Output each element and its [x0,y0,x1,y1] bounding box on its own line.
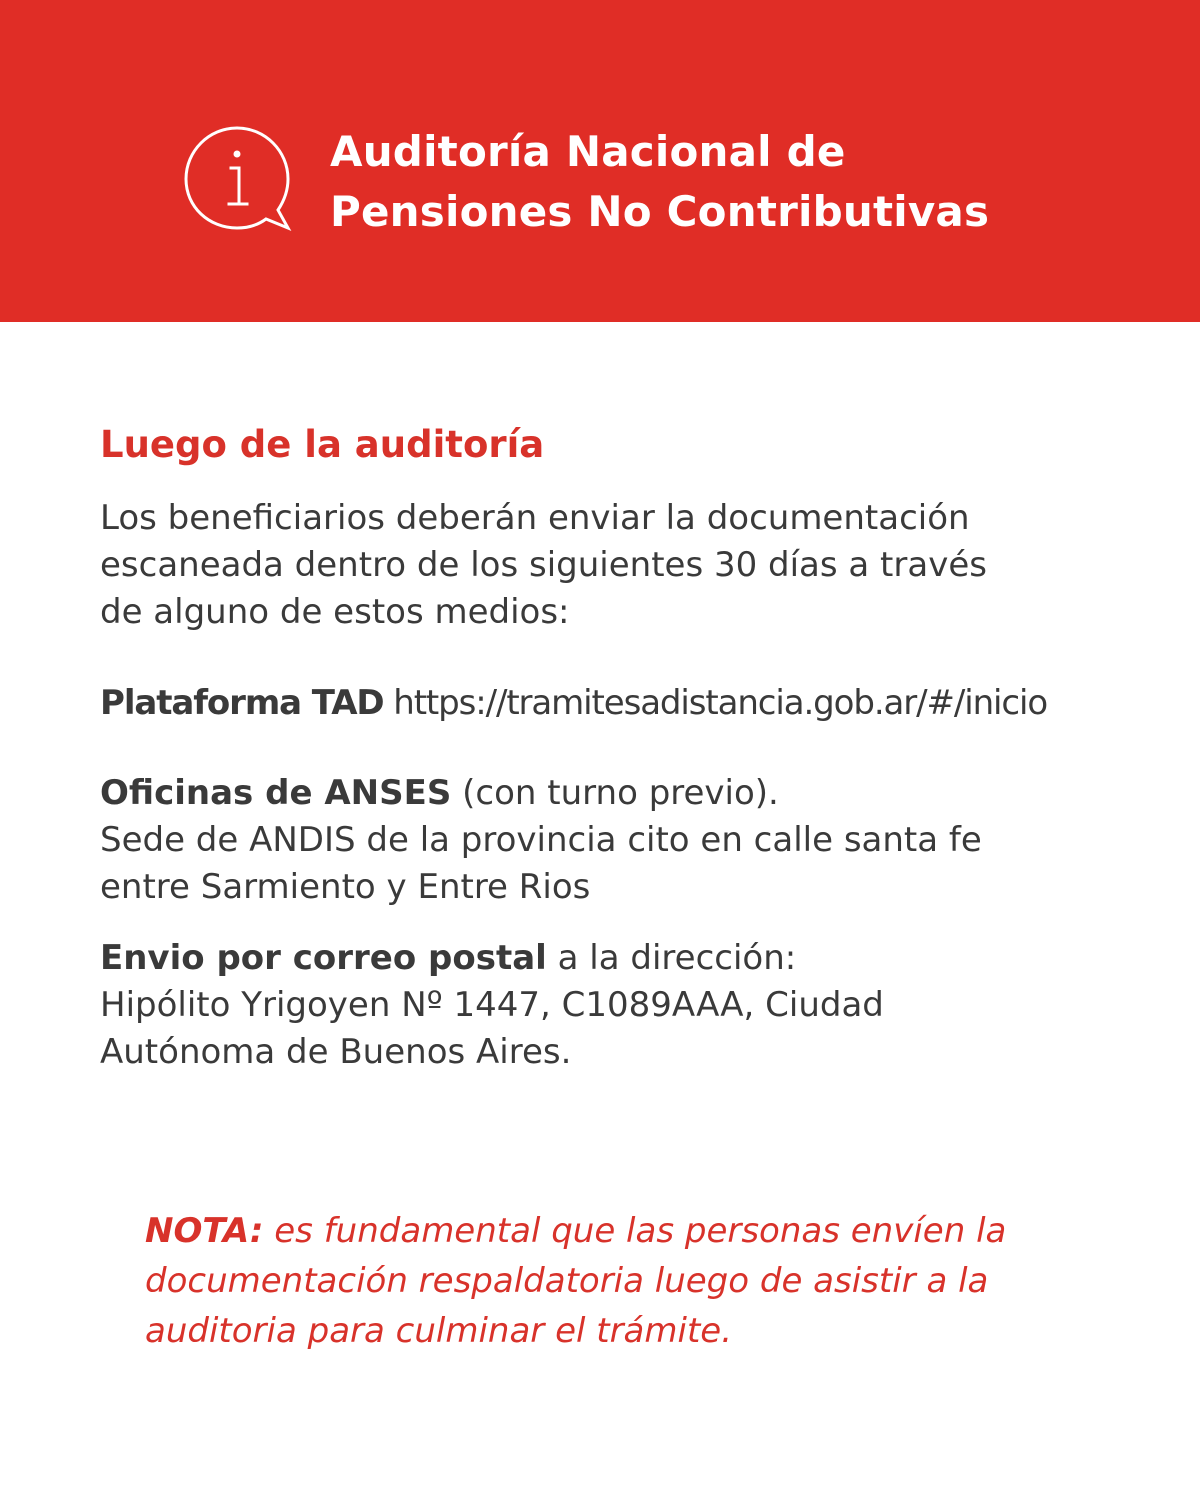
nota-line-1 [145,1206,1006,1256]
section-heading: Luego de la auditoría [100,423,545,466]
nota-label: NOTA: [145,1211,264,1251]
anses-paragraph [100,770,982,911]
anses-label: Oficinas de ANSES [100,773,452,813]
tad-url-link[interactable]: https://tramitesadistancia.gob.ar/#/inicio [393,683,1048,723]
header-title-line-2: Pensiones No Contributivas [330,187,990,236]
info-speech-bubble-icon [182,124,292,234]
postal-line-2: Hipólito Yrigoyen Nº 1447, C1089AAA, Ciudad [100,985,884,1025]
postal-label: Envio por correo postal [100,938,547,978]
postal-paragraph [100,935,884,1076]
header-banner [0,0,1200,322]
postal-suffix: a la dirección: [557,938,797,978]
anses-line-3: entre Sarmiento y Entre Rios [100,867,591,907]
intro-line-2: escaneada dentro de los siguientes 30 días a través [100,545,987,585]
intro-line-1: Los beneficiarios deberán enviar la documentación [100,498,970,538]
nota-line-3: auditoria para culminar el trámite. [145,1311,733,1351]
postal-line-3: Autónoma de Buenos Aires. [100,1032,572,1072]
anses-note: (con turno previo). [462,773,779,813]
tad-paragraph [100,680,1047,727]
header-title [330,122,989,242]
postal-line-1 [100,935,884,982]
nota-line-1-text: es fundamental que las personas envíen la [274,1211,1007,1251]
nota-paragraph [145,1206,1006,1356]
intro-line-3: de alguno de estos medios: [100,592,570,632]
tad-label: Plataforma TAD [100,683,384,723]
nota-line-2: documentación respaldatoria luego de asistir a la [145,1261,989,1301]
anses-line-1 [100,770,982,817]
intro-paragraph [100,495,987,636]
anses-line-2: Sede de ANDIS de la provincia cito en calle santa fe [100,820,982,860]
header-title-line-1: Auditoría Nacional de [330,127,846,176]
